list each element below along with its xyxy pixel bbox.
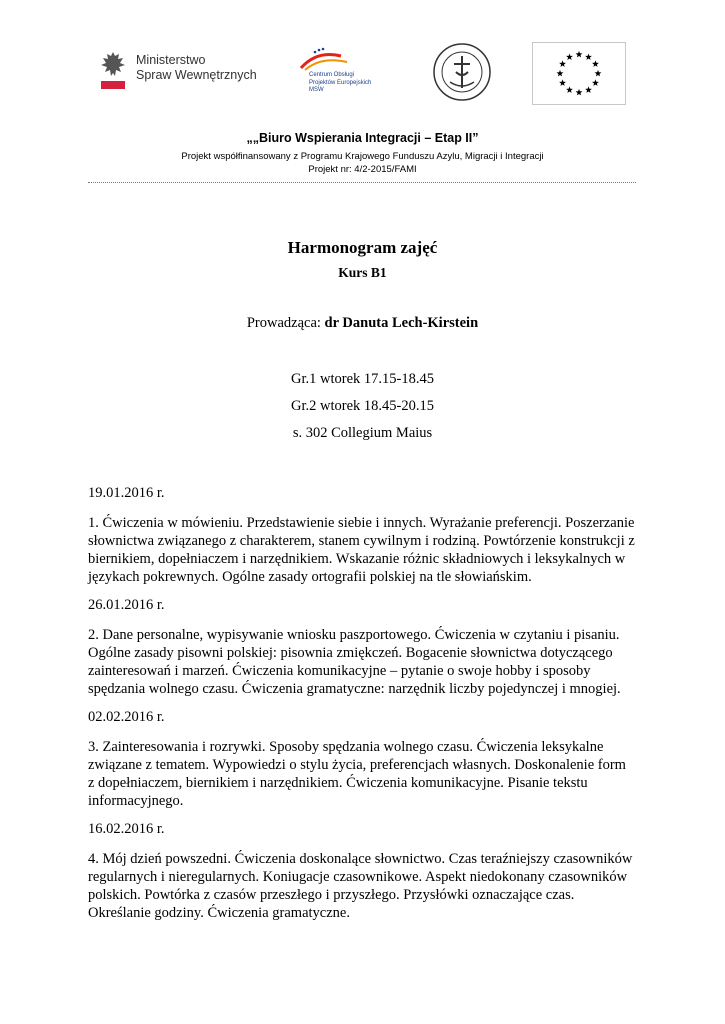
eu-star-icon — [566, 53, 573, 60]
ministry-name-line2: Spraw Wewnętrznych — [136, 68, 257, 82]
schedule-group-1: Gr.1 wtorek 17.15-18.45 — [291, 371, 434, 387]
cope-swoosh-icon — [297, 46, 357, 72]
cope-name-line1: Centrum Obsługi — [309, 72, 355, 78]
eu-star-icon — [585, 53, 592, 60]
project-number: Projekt nr: 4/2-2015/FAMI — [308, 164, 417, 175]
eu-star-icon — [576, 89, 583, 96]
course-name: Kurs B1 — [338, 265, 387, 280]
eu-flag-logo — [532, 42, 626, 105]
session-description: 1. Ćwiczenia w mówieniu. Przedstawienie siebie i innych. Wyrażanie preferencji. Poszerzanie słownictwa związanego z charakterem, stanem cywilnym i rodziną. Powtórzenie konstrukcji z biernikiem, dopełniaczem i narzędnikiem. Wskazanie różnic składniowych i leksykalnych w językach pokrewnych. Ogólne zasady ortografii polskiej na tle słowiańskim. — [88, 515, 635, 585]
cope-name-line3: MSW — [309, 87, 324, 93]
logo-bar — [0, 38, 725, 110]
document-title: Harmonogram zajęć — [287, 238, 438, 257]
instructor-label: Prowadząca: — [246, 315, 325, 331]
eu-star-icon — [592, 79, 599, 86]
eu-star-icon — [566, 86, 573, 93]
session-date: 16.02.2016 r. — [88, 821, 165, 837]
ministry-name-line1: Ministerstwo — [136, 53, 206, 67]
cope-name-line2: Projektów Europejskich — [309, 79, 372, 86]
eu-star-icon — [576, 51, 583, 58]
session-date: 02.02.2016 r. — [88, 709, 165, 725]
session-description: 4. Mój dzień powszedni. Ćwiczenia doskonalące słownictwo. Czas teraźniejszy czasowników regularnych i nieregularnych. Koniugacje czasownikowe. Aspekt niedokonany czasowników polskich. Powtórka z czasów przeszłego i przyszłego. Przysłówki oznaczające czas. Określanie godziny. Ćwiczenia gramatyczne. — [88, 851, 633, 921]
header-divider — [88, 182, 636, 183]
university-seal-icon — [432, 42, 492, 102]
eu-star-icon — [585, 86, 592, 93]
ministry-logo — [100, 50, 260, 94]
eu-star-icon — [559, 60, 566, 67]
cope-logo — [295, 46, 405, 98]
session-description: 3. Zainteresowania i rozrywki. Sposoby spędzania wolnego czasu. Ćwiczenia leksykalne związane z tematem. Wypowiedzi o stylu życia, preferencjach własnych. Doskonalenie form z dopełniaczem, biernikiem i narzędnikiem. Ćwiczenia komunikacyjne. Pisanie tekstu informacyjnego. — [88, 739, 626, 809]
session-date: 26.01.2016 r. — [88, 597, 165, 613]
eu-star-icon — [595, 70, 602, 77]
session-description: 2. Dane personalne, wypisywanie wniosku paszportowego. Ćwiczenia w czytaniu i pisaniu. Ogólne zasady pisowni polskiej: pisownia zmiękczeń. Bogacenie słownictwa dotyczącego zainteresowań i marzeń. Ćwiczenia komunikacyjne – pytanie o swoje hobby i sposoby spędzania wolnego czasu. Ćwiczenia gramatyczne: narzędnik liczby pojedynczej i mnogiej. — [88, 627, 621, 697]
session-date: 19.01.2016 r. — [88, 485, 165, 501]
schedule-room: s. 302 Collegium Maius — [292, 425, 433, 441]
session-list — [88, 484, 636, 932]
eu-flag-icon — [533, 43, 625, 104]
instructor-name: dr Danuta Lech-Kirstein — [324, 315, 479, 331]
project-subtitle: Projekt współfinansowany z Programu Krajowego Funduszu Azylu, Migracji i Integracji — [181, 151, 544, 162]
eu-star-icon — [557, 70, 564, 77]
project-title: „„Biuro Wspierania Integracji – Etap II” — [246, 131, 479, 145]
schedule-group-2: Gr.2 wtorek 18.45-20.15 — [291, 398, 434, 414]
eu-star-icon — [592, 60, 599, 67]
instructor-line — [0, 315, 725, 332]
eu-star-icon — [559, 79, 566, 86]
eagle-icon — [100, 50, 126, 90]
